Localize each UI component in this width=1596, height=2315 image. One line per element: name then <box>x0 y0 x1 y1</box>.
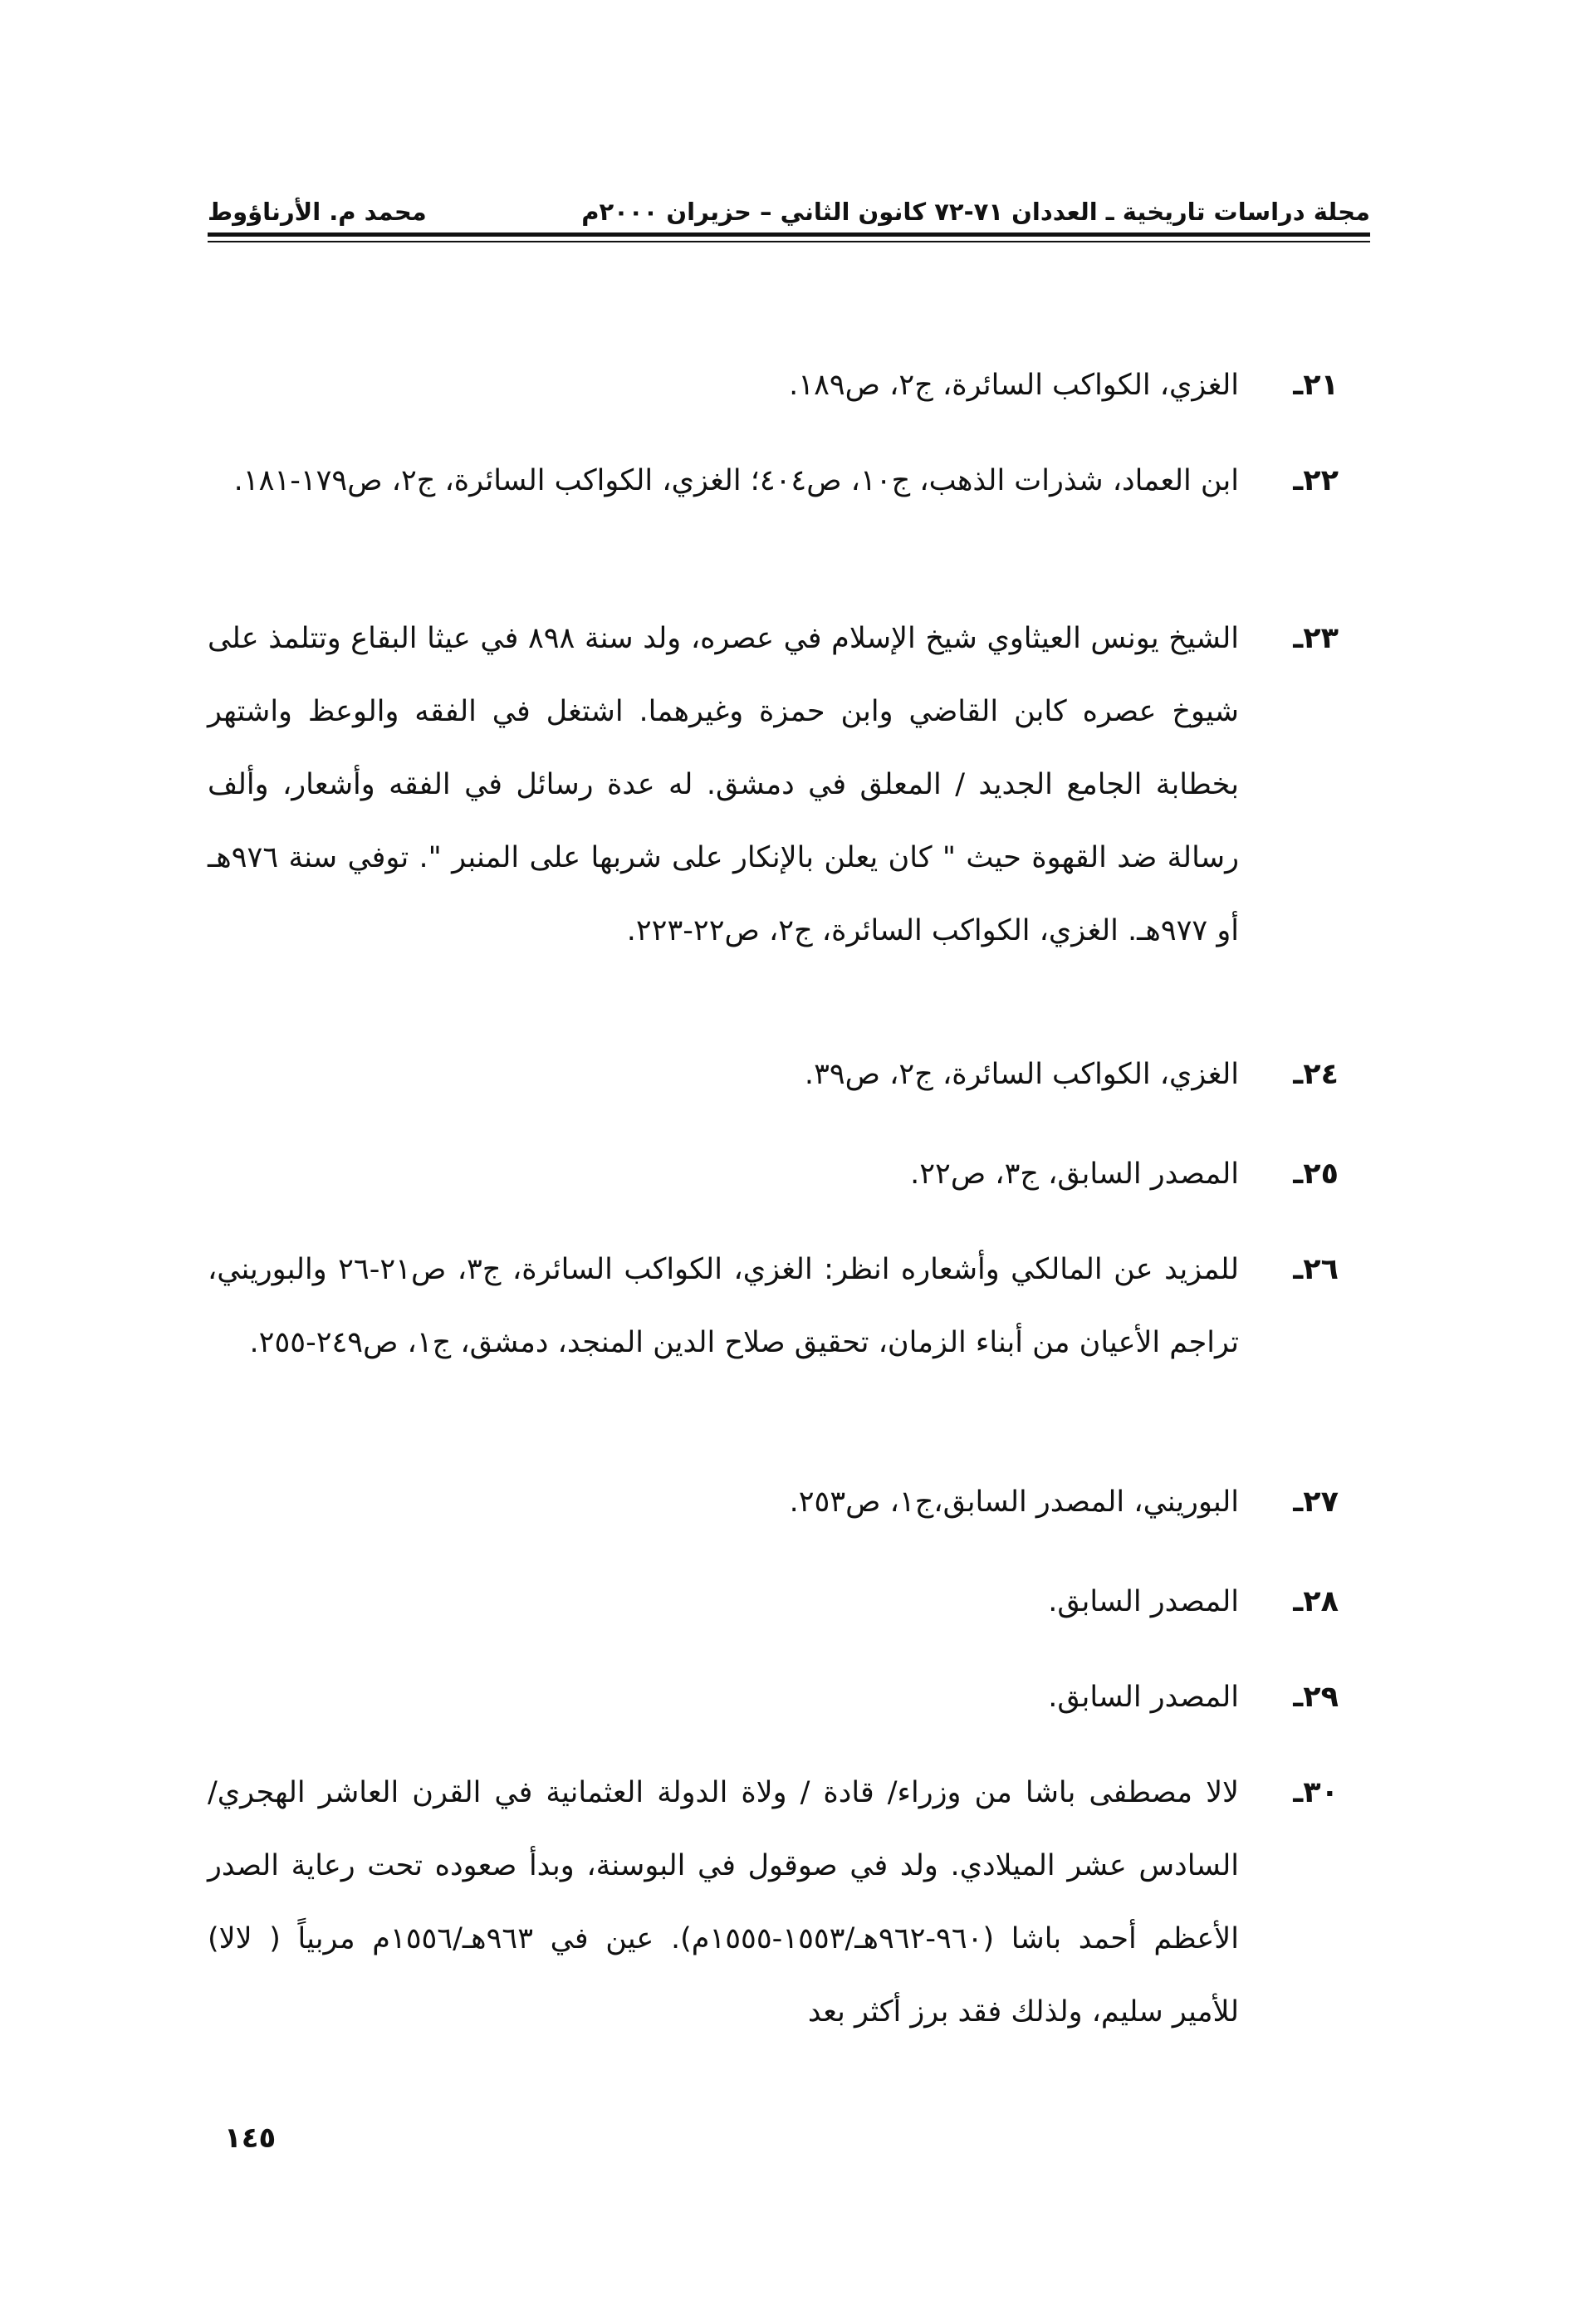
journal-title: مجلة دراسات تاريخية ـ العددان ٧١-٧٢ كانون الثاني – حزيران ٢٠٠٠م <box>581 198 1370 226</box>
endnote-26 <box>208 1233 1339 1379</box>
endnote-number: ٢٦ـ <box>1293 1253 1339 1286</box>
endnote-22 <box>208 444 1339 517</box>
endnote-27 <box>208 1466 1339 1539</box>
endnote-24 <box>208 1038 1339 1111</box>
endnote-text: المصدر السابق. <box>1048 1681 1239 1714</box>
endnote-number: ٢٤ـ <box>1293 1058 1339 1091</box>
header-rule-thin <box>208 241 1370 242</box>
endnote-text: المصدر السابق. <box>1048 1585 1239 1618</box>
endnote-number: ٣٠ـ <box>1293 1776 1339 1809</box>
endnote-text: البوريني، المصدر السابق،ج١، ص٢٥٣. <box>789 1485 1239 1519</box>
endnote-text: المصدر السابق، ج٣، ص٢٢. <box>910 1158 1239 1191</box>
endnote-21 <box>208 349 1339 422</box>
endnote-number: ٢٣ـ <box>1293 622 1339 655</box>
endnote-number: ٢٢ـ <box>1293 464 1339 497</box>
header-rule-thick <box>208 232 1370 237</box>
running-header <box>208 184 1370 226</box>
endnote-text: الغزي، الكواكب السائرة، ج٢، ص١٨٩. <box>789 369 1239 402</box>
page-number: ١٤٥ <box>224 2122 277 2155</box>
endnote-text: الشيخ يونس العيثاوي شيخ الإسلام في عصره، ولد سنة ٨٩٨ في عيثا البقاع وتتلمذ على شيوخ عصره كابن القاضي وابن حمزة وغيرهما. اشتغل في الفقه والوعظ واشتهر بخطابة الجامع الجديد / المعلق في دمشق. له عدة رسائل في الفقه وأشعار، وألف رسالة ضد القهوة حيث " كان يعلن بالإنكار على شربها على المنبر ". توفي سنة ٩٧٦هـ أو ٩٧٧هـ. الغزي، الكواكب السائرة، ج٢، ص٢٢-٢٢٣. <box>208 622 1240 947</box>
endnote-number: ٢١ـ <box>1293 369 1339 402</box>
endnote-number: ٢٧ـ <box>1293 1485 1339 1519</box>
endnote-23 <box>208 602 1339 967</box>
author-name: محمد م. الأرناؤوط <box>208 198 427 226</box>
endnote-29 <box>208 1661 1339 1734</box>
endnote-30 <box>208 1756 1339 2048</box>
endnote-number: ٢٨ـ <box>1293 1585 1339 1618</box>
endnote-number: ٢٥ـ <box>1293 1158 1339 1191</box>
endnote-text: للمزيد عن المالكي وأشعاره انظر: الغزي، الكواكب السائرة، ج٣، ص٢١-٢٦ والبوريني، تراجم الأعيان من أبناء الزمان، تحقيق صلاح الدين المنجد، دمشق، ج١، ص٢٤٩-٢٥٥. <box>208 1253 1239 1359</box>
endnote-text: الغزي، الكواكب السائرة، ج٢، ص٣٩. <box>804 1058 1239 1091</box>
endnote-25 <box>208 1138 1339 1211</box>
endnote-text: لالا مصطفى باشا من وزراء/ قادة / ولاة الدولة العثمانية في القرن العاشر الهجري/ السادس عشر الميلادي. ولد في صوقول في البوسنة، وبدأ صعوده تحت رعاية الصدر الأعظم أحمد باشا (٩٦٠-٩٦٢هـ/١٥٥٣-١٥٥٥م). عين في ٩٦٣هـ/١٥٥٦م مربياً ( لالا) للأمير سليم، ولذلك فقد برز أكثر بعد <box>208 1776 1239 2029</box>
endnote-28 <box>208 1565 1339 1638</box>
endnote-number: ٢٩ـ <box>1293 1681 1339 1714</box>
endnote-text: ابن العماد، شذرات الذهب، ج١٠، ص٤٠٤؛ الغزي، الكواكب السائرة، ج٢، ص١٧٩-١٨١. <box>233 464 1239 497</box>
